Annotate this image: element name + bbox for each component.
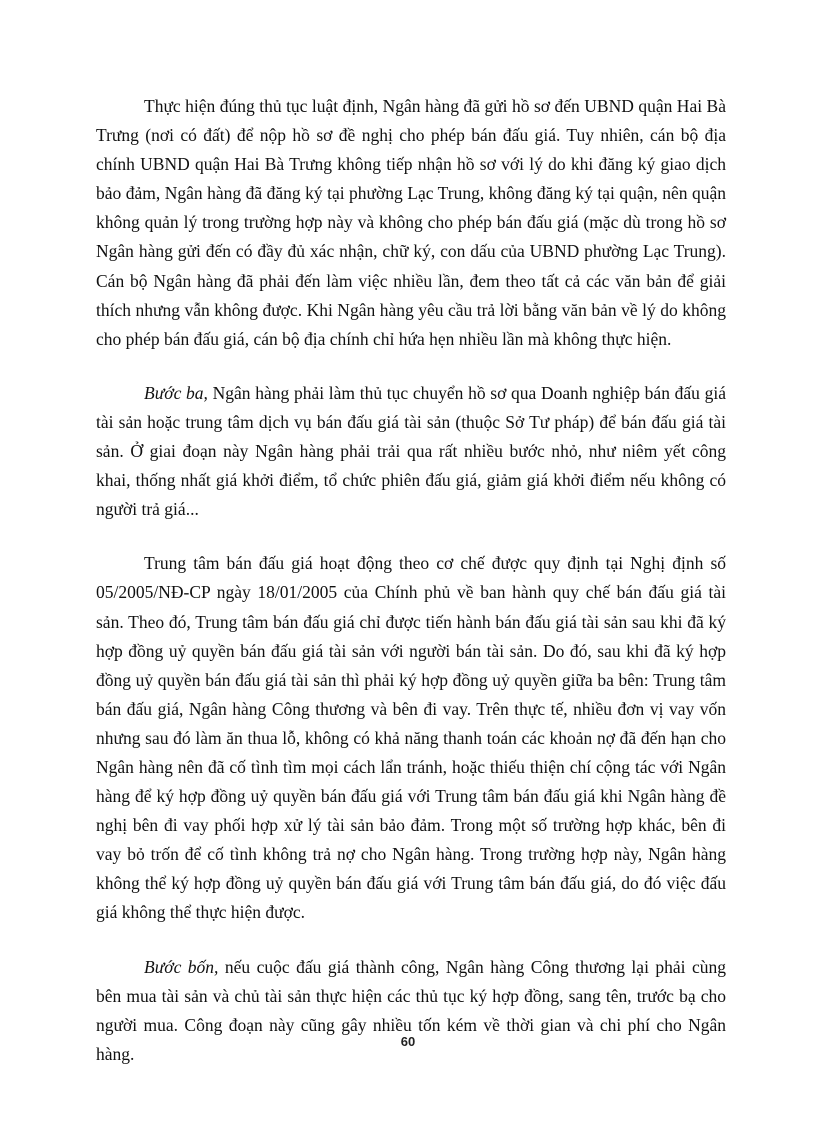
paragraph-4-lead: Bước bốn, bbox=[144, 956, 219, 977]
document-body bbox=[96, 92, 726, 1094]
paragraph-2-lead: Bước ba, bbox=[144, 382, 208, 403]
paragraph-4 bbox=[96, 953, 726, 1069]
paragraph-2-text: Ngân hàng phải làm thủ tục chuyển hồ sơ qua Doanh nghiệp bán đấu giá tài sản hoặc trung tâm dịch vụ bán đấu giá tài sản (thuộc Sở Tư pháp) để bán đấu giá tài sản. Ở giai đoạn này Ngân hàng phải trải qua rất nhiều bước nhỏ, như niêm yết công khai, thống nhất giá khởi điểm, tổ chức phiên đấu giá, giảm giá khởi điểm nếu không có người trả giá... bbox=[96, 382, 726, 520]
page-number: 60 bbox=[400, 1034, 416, 1049]
paragraph-4-text: nếu cuộc đấu giá thành công, Ngân hàng Công thương lại phải cùng bên mua tài sản và chủ tài sản thực hiện các thủ tục ký hợp đồng, sang tên, trước bạ cho người mua. Công đoạn này cũng gây nhiều tốn kém về thời gian và chi phí cho Ngân hàng. bbox=[96, 956, 726, 1064]
paragraph-1 bbox=[96, 92, 726, 354]
paragraph-2 bbox=[96, 379, 726, 524]
paragraph-1-text: Thực hiện đúng thủ tục luật định, Ngân hàng đã gửi hồ sơ đến UBND quận Hai Bà Trưng (nơi có đất) để nộp hồ sơ đề nghị cho phép bán đấu giá. Tuy nhiên, cán bộ địa chính UBND quận Hai Bà Trưng không tiếp nhận hồ sơ với lý do khi đăng ký giao dịch bảo đảm, Ngân hàng đã đăng ký tại phường Lạc Trung, không đăng ký tại quận, nên quận không quản lý trong trường hợp này và không cho phép bán đấu giá (mặc dù trong hồ sơ Ngân hàng gửi đến có đầy đủ xác nhận, chữ ký, con dấu của UBND phường Lạc Trung). Cán bộ Ngân hàng đã phải đến làm việc nhiều lần, đem theo tất cả các văn bản để giải thích nhưng vẫn không được. Khi Ngân hàng yêu cầu trả lời bằng văn bản về lý do không cho phép bán đấu giá, cán bộ địa chính chỉ hứa hẹn nhiều lần mà không thực hiện. bbox=[96, 96, 726, 349]
paragraph-3 bbox=[96, 549, 726, 927]
paragraph-3-text: Trung tâm bán đấu giá hoạt động theo cơ chế được quy định tại Nghị định số 05/2005/NĐ-CP ngày 18/01/2005 của Chính phủ về ban hành quy chế bán đấu giá tài sản. Theo đó, Trung tâm bán đấu giá chỉ được tiến hành bán đấu giá tài sản sau khi đã ký hợp đồng uỷ quyền bán đấu giá tài sản với người bán tài sản. Do đó, sau khi đã ký hợp đồng uỷ quyền bán đấu giá tài sản thì phải ký hợp đồng uỷ quyền giữa ba bên: Trung tâm bán đấu giá, Ngân hàng Công thương và bên đi vay. Trên thực tế, nhiều đơn vị vay vốn nhưng sau đó làm ăn thua lỗ, không có khả năng thanh toán các khoản nợ đã đến hạn cho Ngân hàng nên đã cố tình tìm mọi cách lẩn tránh, hoặc thiếu thiện chí cộng tác với Ngân hàng để ký hợp đồng uỷ quyền bán đấu giá với Trung tâm bán đấu giá khi Ngân hàng đề nghị bên đi vay phối hợp xử lý tài sản bảo đảm. Trong một số trường hợp khác, bên đi vay bỏ trốn để cố tình không trả nợ cho Ngân hàng. Trong trường hợp này, Ngân hàng không thể ký hợp đồng uỷ quyền bán đấu giá với Trung tâm bán đấu giá, do đó việc đấu giá không thể thực hiện được. bbox=[96, 553, 726, 923]
